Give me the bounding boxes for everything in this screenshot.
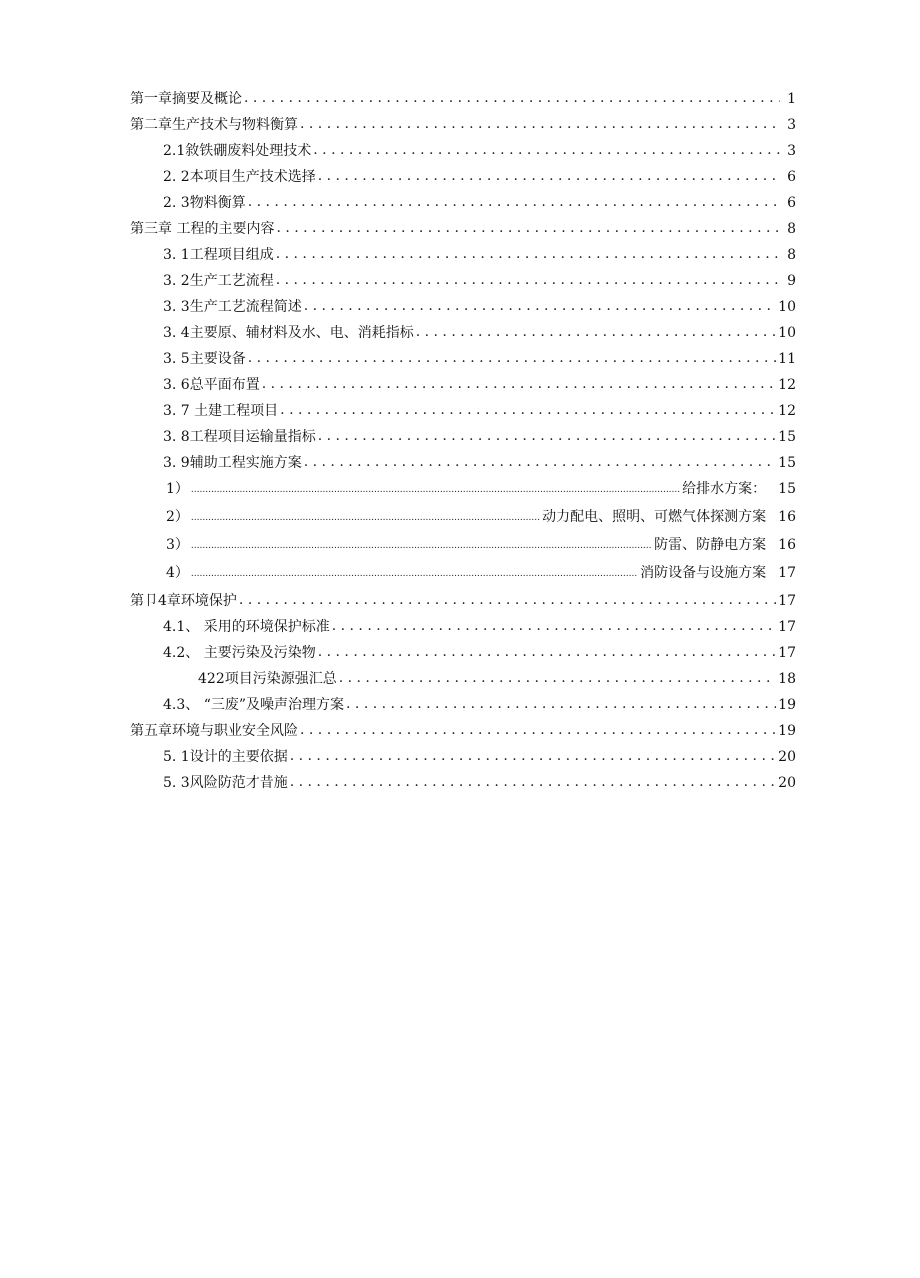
toc-entry-2-2[interactable] [130,166,796,192]
toc-entry-page: 19 [778,723,796,739]
toc-entry-3-7[interactable] [130,400,796,426]
toc-entry-page: 17 [778,593,796,609]
toc-entry-page: 1 [787,91,796,107]
toc-entry-chapter-2[interactable] [130,114,796,140]
toc-entry-3-9-4[interactable] [130,562,796,590]
toc-entry-label: 4.2、 主要污染及污染物 [163,645,316,661]
toc-entry-chapter-1[interactable] [130,88,796,114]
toc-entry-page: 3 [787,117,796,133]
toc-entry-label: 2. 2本项目生产技术选择 [163,169,316,185]
toc-entry-page: 9 [787,273,796,289]
toc-entry-page: 8 [787,221,796,237]
toc-entry-4-3[interactable] [130,694,796,720]
dot-leader [313,142,780,158]
dot-leader [244,90,780,106]
toc-entry-page: 19 [778,697,796,713]
toc-entry-page: 6 [787,169,796,185]
dot-leader [416,324,776,340]
toc-entry-page: 10 [778,299,796,315]
toc-entry-page: 6 [787,195,796,211]
toc-entry-page: 3 [787,143,796,159]
toc-entry-chapter-3[interactable] [130,218,796,244]
toc-entry-label: 第二章生产技术与物料衡算 [130,117,298,133]
dot-leader [290,774,776,790]
toc-entry-3-9-1[interactable] [130,478,796,506]
toc-entry-page: 18 [778,671,796,687]
dot-leader [248,194,780,210]
toc-entry-label: 3. 9辅助工程实施方案 [163,455,302,471]
toc-entry-3-1[interactable] [130,244,796,270]
dot-leader [276,246,780,262]
toc-entry-3-5[interactable] [130,348,796,374]
toc-entry-label: 3. 1工程项目组成 [163,247,274,263]
toc-entry-label: 2.1敘铁硼废料处理技术 [163,143,312,159]
dot-leader [318,428,776,444]
toc-entry-label: 422项目污染源强汇总 [198,671,337,687]
toc-entry-label: 4.1、 采用的环境保护标准 [163,619,330,635]
toc-entry-page: 10 [778,325,796,341]
dot-leader [276,220,780,236]
toc-entry-label: 第卩4章环境保护 [130,593,237,609]
toc-entry-3-9-2[interactable] [130,506,796,534]
dot-leader [300,722,776,738]
toc-entry-label: 3） [166,537,189,553]
toc-entry-label: 2） [166,509,189,525]
toc-entry-label: 第一章摘要及概论 [130,91,242,107]
toc-entry-3-8[interactable] [130,426,796,452]
toc-entry-page: 15 [778,455,796,471]
toc-entry-title: 动力配电、照明、可燃气体探测方案 [542,509,767,525]
toc-entry-3-2[interactable] [130,270,796,296]
toc-entry-page: 15 [778,429,796,445]
toc-entry-3-9[interactable] [130,452,796,478]
toc-entry-page: 12 [778,403,796,419]
dot-leader [318,644,776,660]
toc-entry-4-2-2[interactable] [130,668,796,694]
toc-entry-label: 5. 3风险防范才昔施 [163,775,288,791]
toc-entry-label: 4.3、 “三废”及噪声治理方案 [163,697,345,713]
dot-leader [300,116,780,132]
toc-entry-title: 消防设备与设施方案 [640,565,767,581]
toc-entry-page: 8 [787,247,796,263]
toc-entry-3-3[interactable] [130,296,796,322]
toc-entry-label: 3. 3生产工艺流程简述 [163,299,302,315]
toc-entry-chapter-4[interactable] [130,590,796,616]
dot-leader [262,376,776,392]
toc-entry-page: 16 [778,537,796,553]
toc-entry-4-1[interactable] [130,616,796,642]
toc-entry-3-4[interactable] [130,322,796,348]
toc-entry-label: 3. 8工程项目运输量指标 [163,429,316,445]
toc-entry-label: 第三章 工程的主要内容 [130,221,275,237]
toc-entry-label: 3. 2生产工艺流程 [163,273,274,289]
toc-entry-title: 给排水方案： [682,481,767,497]
toc-entry-label: 第五章环境与职业安全风险 [130,723,298,739]
toc-entry-4-2[interactable] [130,642,796,668]
dot-leader [304,454,776,470]
toc-entry-chapter-5[interactable] [130,720,796,746]
dot-leader [304,298,776,314]
toc-entry-page: 12 [778,377,796,393]
dot-leader [318,168,780,184]
toc-entry-label: 3. 5主要设备 [163,351,246,367]
dot-leader [346,696,776,712]
dot-leader [239,592,776,608]
toc-entry-page: 17 [778,619,796,635]
toc-entry-page: 16 [778,509,796,525]
toc-entry-page: 20 [778,749,796,765]
dot-leader [339,670,776,686]
toc-entry-3-9-3[interactable] [130,534,796,562]
toc-entry-page: 20 [778,775,796,791]
table-of-contents [130,88,796,798]
toc-entry-label: 4） [166,565,189,581]
toc-entry-page: 17 [778,565,796,581]
dot-leader [276,272,780,288]
toc-entry-label: 1） [166,481,189,497]
toc-entry-label: 3. 6总平面布置 [163,377,260,393]
toc-entry-5-1[interactable] [130,746,796,772]
dot-leader [248,350,776,366]
dot-leader [191,508,540,524]
dot-leader [191,564,638,580]
toc-entry-label: 2. 3物料衡算 [163,195,246,211]
toc-entry-page: 17 [778,645,796,661]
toc-entry-3-6[interactable] [130,374,796,400]
toc-entry-2-1[interactable] [130,140,796,166]
toc-entry-page: 15 [778,481,796,497]
toc-entry-5-3[interactable] [130,772,796,798]
toc-entry-label: 3. 7 土建工程项目 [163,403,279,419]
dot-leader [191,480,680,496]
dot-leader [191,536,652,552]
dot-leader [280,402,776,418]
toc-entry-page: 11 [778,351,796,367]
toc-entry-label: 5. 1设计的主要依据 [163,749,288,765]
dot-leader [332,618,776,634]
toc-entry-title: 防雷、防静电方案 [654,537,767,553]
toc-entry-label: 3. 4主要原、辅材料及水、电、消耗指标 [163,325,414,341]
toc-entry-2-3[interactable] [130,192,796,218]
dot-leader [290,748,776,764]
